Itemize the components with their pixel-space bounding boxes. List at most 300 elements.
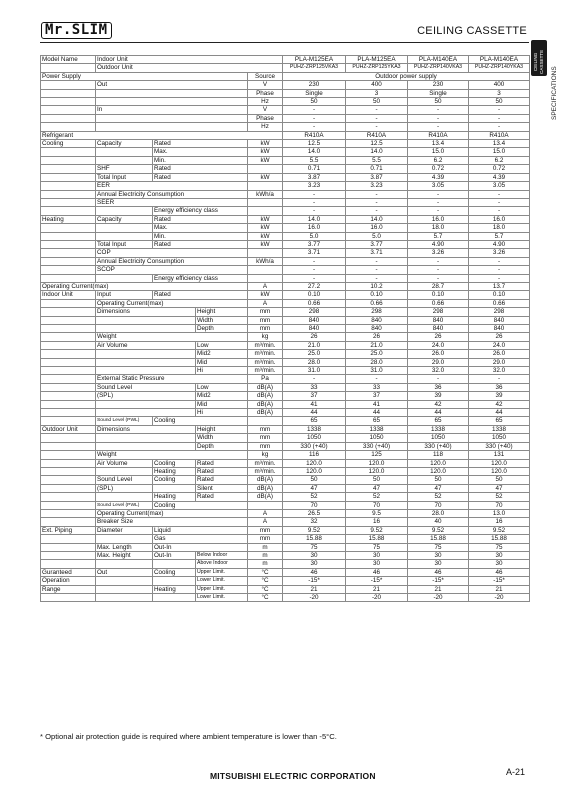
unit-cell: kg: [248, 451, 283, 459]
label-cell: Annual Electricity Consumption: [96, 257, 248, 265]
unit-cell: dB(A): [248, 493, 283, 501]
label-cell: Indoor Unit: [96, 56, 283, 64]
label-cell: [96, 148, 153, 156]
label-cell: Mid2: [196, 392, 248, 400]
label-cell: [41, 535, 96, 543]
label-cell: (SPL): [96, 392, 196, 400]
label-cell: [41, 459, 96, 467]
table-row: [41, 123, 530, 131]
label-cell: Lower Limit.: [196, 594, 248, 602]
value-cell: PUHZ-ZRP140VKA3: [408, 64, 469, 72]
label-cell: Width: [196, 316, 248, 324]
value-cell: 5.5: [346, 156, 408, 164]
value-cell: 9.52: [346, 526, 408, 534]
value-cell: -: [283, 198, 346, 206]
label-cell: Heating: [153, 585, 196, 593]
value-cell: 50: [408, 476, 469, 484]
label-cell: [96, 585, 153, 593]
value-cell: 39: [469, 392, 530, 400]
value-cell: 30: [469, 551, 530, 559]
unit-cell: kW: [248, 240, 283, 248]
value-cell: 46: [408, 568, 469, 576]
value-cell: 840: [469, 316, 530, 324]
value-cell: 70: [283, 501, 346, 509]
table-row: [41, 577, 530, 585]
value-cell: -: [346, 266, 408, 274]
table-row: [41, 409, 530, 417]
table-row: [41, 325, 530, 333]
label-cell: [41, 417, 96, 425]
value-cell: 29.0: [408, 358, 469, 366]
table-row: [41, 56, 530, 64]
value-cell: -: [346, 375, 408, 383]
table-row: [41, 81, 530, 89]
value-cell: 6.2: [408, 156, 469, 164]
section-title: CEILING CASSETTE: [417, 25, 527, 37]
label-cell: [41, 367, 96, 375]
value-cell: 21.0: [283, 341, 346, 349]
table-row: [41, 308, 530, 316]
label-cell: Width: [196, 434, 248, 442]
value-cell: -: [408, 190, 469, 198]
table-row: [41, 551, 530, 559]
table-row: [41, 291, 530, 299]
value-cell: 39: [408, 392, 469, 400]
specifications-table: [40, 55, 530, 602]
label-cell: [41, 509, 96, 517]
label-cell: Sound Level (PWL): [96, 417, 153, 425]
label-cell: [153, 594, 196, 602]
unit-cell: °C: [248, 594, 283, 602]
label-cell: Rated: [153, 215, 248, 223]
label-cell: [96, 358, 196, 366]
value-cell: 26: [469, 333, 530, 341]
label-cell: Total Input: [96, 240, 153, 248]
value-cell: -: [346, 106, 408, 114]
label-cell: Low: [196, 383, 248, 391]
value-cell: 3.71: [346, 249, 408, 257]
value-cell: PUHZ-ZRP140YKA3: [469, 64, 530, 72]
value-cell: 50: [283, 476, 346, 484]
label-cell: [96, 367, 196, 375]
value-cell: 16.0: [469, 215, 530, 223]
label-cell: [41, 375, 96, 383]
label-cell: [41, 493, 96, 501]
value-cell: -: [283, 114, 346, 122]
value-cell: 24.0: [408, 341, 469, 349]
side-specifications-label: SPECIFICATIONS: [551, 66, 558, 120]
value-cell: 29.0: [469, 358, 530, 366]
value-cell: 24.0: [469, 341, 530, 349]
label-cell: [41, 341, 96, 349]
value-cell: 31.0: [283, 367, 346, 375]
value-cell: R410A: [408, 131, 469, 139]
label-cell: [41, 543, 96, 551]
table-row: [41, 257, 530, 265]
value-cell: 120.0: [408, 467, 469, 475]
label-cell: [96, 123, 248, 131]
value-cell: 330 (+40): [469, 442, 530, 450]
value-cell: 65: [346, 417, 408, 425]
table-row: [41, 72, 530, 80]
table-row: [41, 560, 530, 568]
label-cell: (SPL): [96, 484, 153, 492]
unit-cell: mm: [248, 425, 283, 433]
label-cell: Hi: [196, 409, 248, 417]
value-cell: 120.0: [283, 467, 346, 475]
value-cell: -: [346, 190, 408, 198]
value-cell: 3.23: [346, 182, 408, 190]
value-cell: 36: [408, 383, 469, 391]
label-cell: [41, 257, 96, 265]
label-cell: Max.: [153, 224, 248, 232]
value-cell: 42: [408, 400, 469, 408]
table-row: [41, 526, 530, 534]
table-row: [41, 476, 530, 484]
value-cell: 21: [408, 585, 469, 593]
unit-cell: kWh/a: [248, 190, 283, 198]
label-cell: Rated: [196, 476, 248, 484]
value-cell: -: [283, 257, 346, 265]
value-cell: 18.0: [469, 224, 530, 232]
label-cell: [41, 392, 96, 400]
value-cell: 75: [408, 543, 469, 551]
label-cell: Out-In: [153, 551, 196, 559]
table-row: [41, 249, 530, 257]
label-cell: [41, 274, 96, 282]
value-cell: 14.0: [346, 148, 408, 156]
value-cell: 37: [346, 392, 408, 400]
label-cell: Cooling: [153, 459, 196, 467]
value-cell: 840: [346, 316, 408, 324]
value-cell: 28.0: [283, 358, 346, 366]
label-cell: [41, 232, 96, 240]
value-cell: -: [408, 266, 469, 274]
unit-cell: m: [248, 551, 283, 559]
value-cell: 26: [346, 333, 408, 341]
value-cell: Outdoor power supply: [283, 72, 530, 80]
value-cell: 44: [283, 409, 346, 417]
value-cell: -: [408, 257, 469, 265]
value-cell: 30: [283, 551, 346, 559]
unit-cell: kWh/a: [248, 257, 283, 265]
label-cell: [41, 207, 96, 215]
unit-cell: mm: [248, 535, 283, 543]
value-cell: 26.0: [469, 350, 530, 358]
label-cell: [41, 400, 96, 408]
label-cell: [96, 350, 196, 358]
value-cell: 330 (+40): [346, 442, 408, 450]
label-cell: [41, 325, 96, 333]
label-cell: Sound Level (PWL): [96, 501, 153, 509]
value-cell: 15.0: [408, 148, 469, 156]
unit-cell: A: [248, 299, 283, 307]
value-cell: 840: [408, 325, 469, 333]
value-cell: 50: [283, 98, 346, 106]
value-cell: 46: [283, 568, 346, 576]
value-cell: 13.0: [469, 509, 530, 517]
value-cell: 10.2: [346, 282, 408, 290]
value-cell: -: [283, 266, 346, 274]
label-cell: [96, 89, 248, 97]
label-cell: Cooling: [153, 568, 196, 576]
unit-cell: Phase: [248, 89, 283, 97]
value-cell: 65: [469, 417, 530, 425]
label-cell: [96, 467, 153, 475]
value-cell: 26: [408, 333, 469, 341]
value-cell: 50: [346, 98, 408, 106]
value-cell: 5.7: [408, 232, 469, 240]
table-row: [41, 282, 530, 290]
value-cell: -: [469, 274, 530, 282]
value-cell: 5.0: [346, 232, 408, 240]
unit-cell: [248, 198, 283, 206]
value-cell: 4.39: [408, 173, 469, 181]
table-row: [41, 114, 530, 122]
value-cell: 42: [469, 400, 530, 408]
value-cell: -: [408, 375, 469, 383]
value-cell: R410A: [346, 131, 408, 139]
value-cell: 26.5: [283, 509, 346, 517]
value-cell: 0.66: [469, 299, 530, 307]
value-cell: -: [469, 207, 530, 215]
value-cell: 26.0: [408, 350, 469, 358]
label-cell: [153, 560, 196, 568]
label-cell: [41, 316, 96, 324]
value-cell: 3.77: [283, 240, 346, 248]
table-row: [41, 316, 530, 324]
value-cell: PUHZ-ZRP125YKA3: [346, 64, 408, 72]
value-cell: 44: [469, 409, 530, 417]
label-cell: Rated: [196, 493, 248, 501]
table-row: [41, 568, 530, 576]
label-cell: [96, 274, 153, 282]
value-cell: 120.0: [408, 459, 469, 467]
side-tab-line2: CASSETTE: [538, 49, 544, 74]
label-cell: Operation: [41, 577, 96, 585]
value-cell: 75: [346, 543, 408, 551]
label-cell: Capacity: [96, 140, 153, 148]
unit-cell: [248, 266, 283, 274]
value-cell: -: [283, 375, 346, 383]
value-cell: -: [469, 375, 530, 383]
table-row: [41, 224, 530, 232]
value-cell: -: [408, 198, 469, 206]
label-cell: [41, 98, 96, 106]
value-cell: 25.0: [283, 350, 346, 358]
value-cell: 40: [408, 518, 469, 526]
value-cell: 1338: [346, 425, 408, 433]
value-cell: 298: [408, 308, 469, 316]
table-row: [41, 215, 530, 223]
unit-cell: m: [248, 543, 283, 551]
unit-cell: dB(A): [248, 392, 283, 400]
unit-cell: dB(A): [248, 484, 283, 492]
footnote: * Optional air protection guide is required where ambient temperature is lower than -5°C.: [40, 732, 337, 741]
unit-cell: mm: [248, 442, 283, 450]
label-cell: SHF: [96, 165, 153, 173]
table-row: [41, 442, 530, 450]
table-row: [41, 367, 530, 375]
unit-cell: kW: [248, 224, 283, 232]
label-cell: [41, 476, 96, 484]
value-cell: 16.0: [283, 224, 346, 232]
table-row: [41, 400, 530, 408]
unit-cell: m³/min.: [248, 341, 283, 349]
label-cell: Outdoor Unit: [41, 425, 96, 433]
label-cell: Height: [196, 308, 248, 316]
table-row: [41, 535, 530, 543]
value-cell: -15*: [283, 577, 346, 585]
value-cell: 1050: [346, 434, 408, 442]
value-cell: 50: [346, 476, 408, 484]
label-cell: [41, 594, 96, 602]
label-cell: Rated: [153, 240, 248, 248]
label-cell: [41, 64, 96, 72]
value-cell: 16: [469, 518, 530, 526]
label-cell: Operating Current(max): [96, 509, 248, 517]
table-row: [41, 182, 530, 190]
value-cell: 330 (+40): [283, 442, 346, 450]
label-cell: Max. Height: [96, 551, 153, 559]
table-row: [41, 417, 530, 425]
value-cell: PUHZ-ZRP125VKA3: [283, 64, 346, 72]
value-cell: 52: [283, 493, 346, 501]
value-cell: 1050: [408, 434, 469, 442]
value-cell: 3.26: [408, 249, 469, 257]
value-cell: 28.0: [346, 358, 408, 366]
table-row: [41, 89, 530, 97]
table-row: [41, 484, 530, 492]
value-cell: 50: [469, 476, 530, 484]
value-cell: 0.10: [408, 291, 469, 299]
label-cell: [96, 493, 153, 501]
value-cell: 3.87: [346, 173, 408, 181]
label-cell: Refrigerant: [41, 131, 283, 139]
value-cell: 120.0: [469, 467, 530, 475]
label-cell: [41, 484, 96, 492]
unit-cell: m³/min.: [248, 367, 283, 375]
value-cell: 118: [408, 451, 469, 459]
table-row: [41, 493, 530, 501]
value-cell: 27.2: [283, 282, 346, 290]
value-cell: 9.52: [408, 526, 469, 534]
label-cell: Upper Limit.: [196, 585, 248, 593]
value-cell: -: [346, 257, 408, 265]
label-cell: [41, 106, 96, 114]
label-cell: [96, 400, 196, 408]
label-cell: Ext. Piping: [41, 526, 96, 534]
value-cell: 116: [283, 451, 346, 459]
unit-cell: mm: [248, 316, 283, 324]
label-cell: Low: [196, 341, 248, 349]
page-header: [40, 22, 529, 43]
label-cell: [41, 240, 96, 248]
value-cell: 46: [469, 568, 530, 576]
value-cell: 65: [283, 417, 346, 425]
label-cell: Mid: [196, 358, 248, 366]
value-cell: 1338: [283, 425, 346, 433]
table-row: [41, 98, 530, 106]
side-tab-label: [533, 50, 544, 74]
label-cell: Out-In: [153, 543, 248, 551]
label-cell: Power Supply: [41, 72, 248, 80]
unit-cell: °C: [248, 577, 283, 585]
value-cell: 3.71: [283, 249, 346, 257]
unit-cell: V: [248, 81, 283, 89]
value-cell: 13.7: [469, 282, 530, 290]
table-row: [41, 543, 530, 551]
value-cell: 75: [283, 543, 346, 551]
label-cell: Min.: [153, 156, 248, 164]
value-cell: 30: [346, 551, 408, 559]
value-cell: 41: [346, 400, 408, 408]
label-cell: Annual Electricity Consumption: [96, 190, 248, 198]
value-cell: 36: [469, 383, 530, 391]
unit-cell: m: [248, 560, 283, 568]
label-cell: Depth: [196, 442, 248, 450]
table-row: [41, 425, 530, 433]
label-cell: Liquid: [153, 526, 248, 534]
value-cell: 120.0: [469, 459, 530, 467]
unit-cell: m³/min.: [248, 350, 283, 358]
value-cell: 9.52: [283, 526, 346, 534]
table-row: [41, 467, 530, 475]
side-tab: [531, 40, 547, 76]
unit-cell: A: [248, 282, 283, 290]
table-row: [41, 165, 530, 173]
unit-cell: kW: [248, 148, 283, 156]
unit-cell: °C: [248, 585, 283, 593]
label-cell: [41, 249, 96, 257]
unit-cell: V: [248, 106, 283, 114]
label-cell: [96, 232, 153, 240]
table-row: [41, 585, 530, 593]
unit-cell: m³/min.: [248, 459, 283, 467]
value-cell: 840: [346, 325, 408, 333]
table-row: [41, 156, 530, 164]
label-cell: Upper Limit.: [196, 568, 248, 576]
table-row: [41, 392, 530, 400]
value-cell: 298: [469, 308, 530, 316]
label-cell: Gas: [153, 535, 248, 543]
side-tab-line1: CEILING: [533, 52, 538, 72]
label-cell: [41, 114, 96, 122]
label-cell: [41, 560, 96, 568]
label-cell: [96, 156, 153, 164]
value-cell: 14.0: [283, 215, 346, 223]
label-cell: Weight: [96, 333, 248, 341]
value-cell: 125: [346, 451, 408, 459]
label-cell: Air Volume: [96, 341, 196, 349]
label-cell: Guranteed: [41, 568, 96, 576]
label-cell: In: [96, 106, 248, 114]
label-cell: Energy efficiency class: [153, 207, 248, 215]
value-cell: -: [408, 123, 469, 131]
value-cell: 298: [346, 308, 408, 316]
unit-cell: kW: [248, 156, 283, 164]
label-cell: Total Input: [96, 173, 153, 181]
label-cell: [96, 224, 153, 232]
label-cell: Input: [96, 291, 153, 299]
value-cell: 3.26: [469, 249, 530, 257]
value-cell: 15.88: [283, 535, 346, 543]
unit-cell: kg: [248, 333, 283, 341]
table-row: [41, 148, 530, 156]
unit-cell: kW: [248, 291, 283, 299]
value-cell: 0.10: [283, 291, 346, 299]
value-cell: 30: [346, 560, 408, 568]
